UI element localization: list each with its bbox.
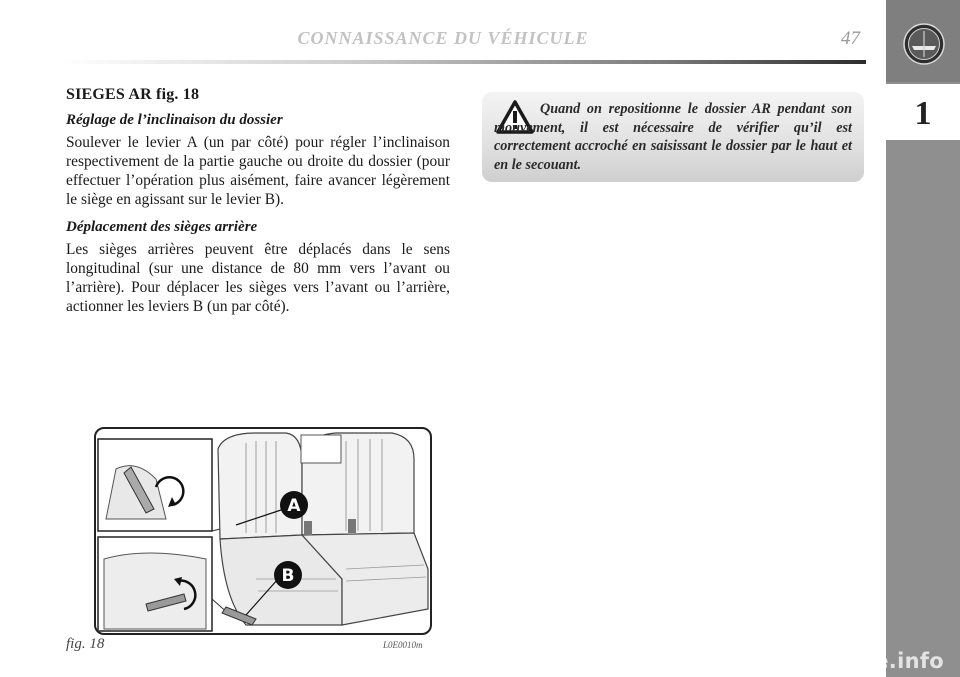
chapter-side-tab: [886, 0, 960, 677]
figure-label-b: B: [281, 566, 295, 586]
warning-text: Quand on repositionne le dossier AR pendant son mouvement, il est nécessaire de vérifier qu’il est correctement accroché en saisissant le dossier par le haut et en le secouant.: [494, 101, 852, 173]
page-number: 47: [841, 28, 860, 49]
section-title: SIEGES AR fig. 18: [66, 86, 200, 103]
subsection-text-slide: Les sièges arrières peuvent être déplacés dans le sens longitudinal (sur une distance de 80 mm vers l’avant ou l’arrière). Pour déplacer les sièges vers l’avant ou l’arrière, actionner les leviers B (un par côté).: [66, 241, 450, 315]
subsection-heading-recline: Réglage de l’inclinaison du dossier: [66, 112, 283, 128]
header-divider: [62, 60, 866, 64]
warning-box: [482, 92, 864, 182]
chapter-number: 1: [886, 84, 960, 140]
rear-seat-illustration: [96, 429, 430, 633]
page-header-title: CONNAISSANCE DU VÉHICULE: [297, 28, 589, 48]
site-watermark: carmanualsonline.info: [674, 649, 944, 673]
figure-caption: fig. 18: [66, 636, 105, 652]
lancia-logo-icon: [903, 23, 945, 65]
subsection-text-recline: Soulever le levier A (un par côté) pour régler l’inclinaison respectivement de la partie gauche ou droite du dossier (pour effectuer l’opération plus aisément, faire avancer légèrement le siège en agissant sur le levier B).: [66, 134, 450, 208]
figure-rear-seat: [94, 427, 432, 635]
figure-label-a: A: [287, 496, 301, 516]
brand-logo-area: [886, 0, 960, 82]
left-column: [66, 86, 450, 326]
figure-code: L0E0010m: [383, 640, 423, 650]
subsection-heading-slide: Déplacement des sièges arrière: [66, 219, 258, 235]
